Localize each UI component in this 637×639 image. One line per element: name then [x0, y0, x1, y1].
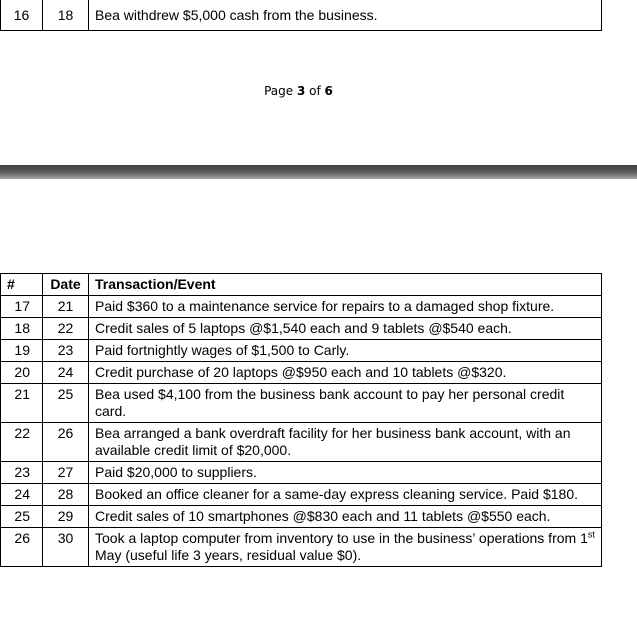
row-event: Paid $20,000 to suppliers.	[89, 462, 602, 484]
table-row	[1, 462, 602, 484]
row-event: Paid $360 to a maintenance service for repairs to a damaged shop fixture.	[89, 296, 602, 318]
table-row	[1, 484, 602, 506]
row-date: 30	[43, 528, 89, 567]
row-number: 16	[1, 0, 43, 31]
page-current: 3	[296, 84, 306, 98]
header-number: #	[1, 274, 43, 296]
page-separator	[0, 165, 637, 179]
page-label: Page	[264, 84, 297, 98]
row-date: 22	[43, 318, 89, 340]
transactions-table	[0, 273, 602, 567]
table-row	[1, 362, 602, 384]
table-header-row	[1, 274, 602, 296]
table-row	[1, 528, 602, 567]
row-event: Credit sales of 5 laptops @$1,540 each and 9 tablets @$540 each.	[89, 318, 602, 340]
page-footer	[0, 84, 597, 98]
row-number: 23	[1, 462, 43, 484]
row-event: Took a laptop computer from inventory to use in the business’ operations from 1st May (useful life 3 years, residual value $0).	[89, 528, 602, 567]
row-number: 20	[1, 362, 43, 384]
table-row	[1, 506, 602, 528]
table-row	[1, 423, 602, 462]
table-row	[1, 318, 602, 340]
previous-page-table	[0, 0, 602, 31]
row-number: 21	[1, 384, 43, 423]
row-event: Booked an office cleaner for a same-day express cleaning service. Paid $180.	[89, 484, 602, 506]
row-date: 29	[43, 506, 89, 528]
row-date: 21	[43, 296, 89, 318]
row-number: 26	[1, 528, 43, 567]
table-row	[1, 384, 602, 423]
row-date: 27	[43, 462, 89, 484]
row-number: 25	[1, 506, 43, 528]
row-date: 28	[43, 484, 89, 506]
row-date: 26	[43, 423, 89, 462]
header-event: Transaction/Event	[89, 274, 602, 296]
page-total: 6	[324, 84, 333, 98]
header-date: Date	[43, 274, 89, 296]
row-event: Credit purchase of 20 laptops @$950 each and 10 tablets @$320.	[89, 362, 602, 384]
row-event: Paid fortnightly wages of $1,500 to Carly.	[89, 340, 602, 362]
row-event: Bea withdrew $5,000 cash from the business.	[89, 0, 602, 31]
row-date: 23	[43, 340, 89, 362]
row-event: Bea arranged a bank overdraft facility for her business bank account, with an available credit limit of $20,000.	[89, 423, 602, 462]
table-row	[1, 340, 602, 362]
table-row	[1, 0, 602, 31]
row-date: 24	[43, 362, 89, 384]
row-number: 18	[1, 318, 43, 340]
row-event: Bea used $4,100 from the business bank account to pay her personal credit card.	[89, 384, 602, 423]
row-date: 18	[43, 0, 89, 31]
row-number: 22	[1, 423, 43, 462]
row-number: 19	[1, 340, 43, 362]
row-date: 25	[43, 384, 89, 423]
row-event: Credit sales of 10 smartphones @$830 each and 11 tablets @$550 each.	[89, 506, 602, 528]
row-number: 24	[1, 484, 43, 506]
page-of: of	[305, 84, 325, 98]
table-row	[1, 296, 602, 318]
row-number: 17	[1, 296, 43, 318]
